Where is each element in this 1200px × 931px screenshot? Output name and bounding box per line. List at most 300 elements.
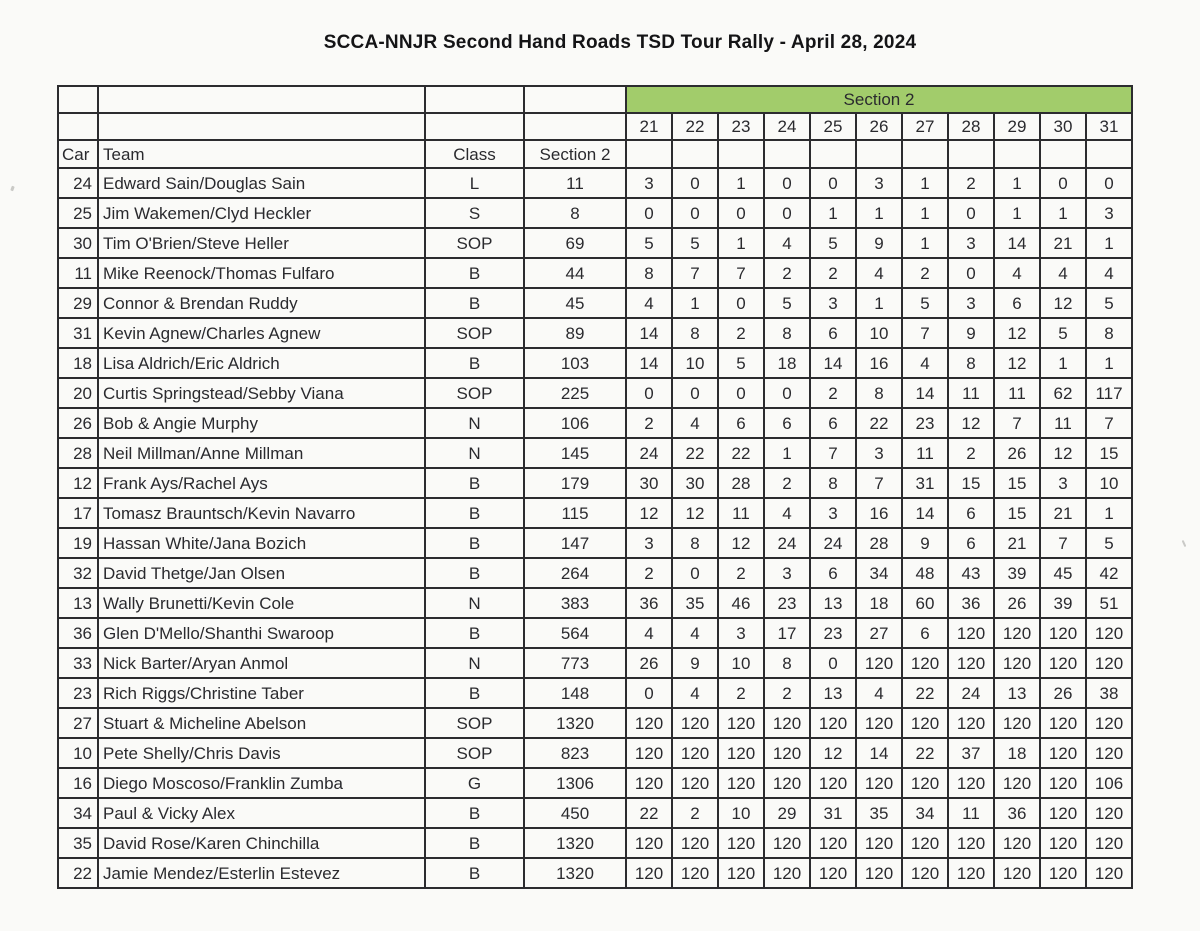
leg-score-cell: 5 (902, 288, 948, 318)
leg-score-cell: 26 (1040, 678, 1086, 708)
leg-score-cell: 7 (1040, 528, 1086, 558)
leg-score-cell: 2 (718, 318, 764, 348)
leg-score-cell: 24 (764, 528, 810, 558)
leg-score-cell: 11 (948, 798, 994, 828)
leg-column-header: 26 (856, 113, 902, 140)
leg-score-cell: 120 (672, 708, 718, 738)
leg-score-cell: 1 (1040, 198, 1086, 228)
leg-score-cell: 120 (1040, 618, 1086, 648)
team-cell: Frank Ays/Rachel Ays (98, 468, 425, 498)
leg-score-cell: 7 (672, 258, 718, 288)
leg-score-cell: 16 (856, 498, 902, 528)
leg-score-cell: 120 (902, 768, 948, 798)
leg-score-cell: 2 (948, 438, 994, 468)
leg-score-cell: 12 (1040, 438, 1086, 468)
class-cell: B (425, 618, 524, 648)
section-total-cell: 1306 (524, 768, 626, 798)
leg-score-cell: 14 (902, 378, 948, 408)
car-number-cell: 30 (58, 228, 98, 258)
leg-score-cell: 14 (902, 498, 948, 528)
leg-score-cell: 15 (994, 468, 1040, 498)
leg-score-cell: 22 (672, 438, 718, 468)
leg-score-cell: 5 (810, 228, 856, 258)
blank-cell (58, 113, 98, 140)
leg-score-cell: 16 (856, 348, 902, 378)
class-column-header: Class (425, 140, 524, 168)
leg-score-cell: 120 (1086, 828, 1132, 858)
leg-score-cell: 8 (626, 258, 672, 288)
section-total-cell: 8 (524, 198, 626, 228)
section-total-cell: 773 (524, 648, 626, 678)
car-number-cell: 19 (58, 528, 98, 558)
leg-score-cell: 1 (856, 198, 902, 228)
leg-score-cell: 24 (626, 438, 672, 468)
leg-score-cell: 120 (856, 648, 902, 678)
leg-score-cell: 35 (856, 798, 902, 828)
leg-score-cell: 9 (672, 648, 718, 678)
leg-column-header: 31 (1086, 113, 1132, 140)
leg-score-cell: 120 (948, 858, 994, 888)
car-number-cell: 31 (58, 318, 98, 348)
class-cell: B (425, 528, 524, 558)
team-cell: David Rose/Karen Chinchilla (98, 828, 425, 858)
class-cell: SOP (425, 318, 524, 348)
leg-score-cell: 120 (718, 738, 764, 768)
class-cell: SOP (425, 228, 524, 258)
leg-score-cell: 12 (718, 528, 764, 558)
section-total-cell: 89 (524, 318, 626, 348)
leg-score-cell: 48 (902, 558, 948, 588)
leg-score-cell: 21 (1040, 228, 1086, 258)
leg-score-cell: 0 (672, 558, 718, 588)
team-cell: Tomasz Brauntsch/Kevin Navarro (98, 498, 425, 528)
leg-score-cell: 120 (810, 828, 856, 858)
leg-score-cell: 120 (994, 708, 1040, 738)
leg-score-cell: 29 (764, 798, 810, 828)
leg-column-header: 24 (764, 113, 810, 140)
leg-score-cell: 7 (994, 408, 1040, 438)
leg-score-cell: 9 (902, 528, 948, 558)
car-number-cell: 36 (58, 618, 98, 648)
leg-score-cell: 120 (994, 828, 1040, 858)
leg-score-cell: 24 (810, 528, 856, 558)
leg-score-cell: 35 (672, 588, 718, 618)
leg-score-cell: 10 (672, 348, 718, 378)
class-cell: SOP (425, 378, 524, 408)
leg-score-cell: 0 (672, 378, 718, 408)
leg-score-cell: 120 (672, 738, 718, 768)
team-cell: David Thetge/Jan Olsen (98, 558, 425, 588)
section-total-cell: 179 (524, 468, 626, 498)
class-cell: G (425, 768, 524, 798)
leg-score-cell: 117 (1086, 378, 1132, 408)
leg-score-cell: 21 (1040, 498, 1086, 528)
blank-cell (672, 140, 718, 168)
leg-score-cell: 39 (994, 558, 1040, 588)
table-row (58, 858, 1132, 888)
leg-score-cell: 2 (902, 258, 948, 288)
leg-score-cell: 7 (718, 258, 764, 288)
table-row (58, 768, 1132, 798)
leg-score-cell: 18 (856, 588, 902, 618)
leg-score-cell: 3 (856, 438, 902, 468)
leg-score-cell: 0 (1040, 168, 1086, 198)
table-row (58, 798, 1132, 828)
car-number-cell: 24 (58, 168, 98, 198)
table-row (58, 558, 1132, 588)
leg-score-cell: 31 (902, 468, 948, 498)
leg-score-cell: 9 (856, 228, 902, 258)
class-cell: B (425, 348, 524, 378)
leg-score-cell: 1 (718, 168, 764, 198)
leg-score-cell: 4 (672, 678, 718, 708)
car-number-cell: 12 (58, 468, 98, 498)
class-cell: N (425, 648, 524, 678)
leg-score-cell: 62 (1040, 378, 1086, 408)
leg-score-cell: 9 (948, 318, 994, 348)
leg-score-cell: 6 (810, 558, 856, 588)
leg-score-cell: 3 (626, 528, 672, 558)
team-cell: Paul & Vicky Alex (98, 798, 425, 828)
leg-score-cell: 14 (810, 348, 856, 378)
class-cell: N (425, 408, 524, 438)
blank-cell (764, 140, 810, 168)
class-cell: B (425, 258, 524, 288)
leg-score-cell: 7 (1086, 408, 1132, 438)
leg-score-cell: 120 (672, 858, 718, 888)
blank-cell (1086, 140, 1132, 168)
leg-score-cell: 120 (902, 858, 948, 888)
table-row (58, 738, 1132, 768)
section-total-cell: 103 (524, 348, 626, 378)
leg-score-cell: 120 (718, 828, 764, 858)
class-cell: N (425, 588, 524, 618)
section-banner: Section 2 (626, 86, 1132, 113)
leg-score-cell: 10 (718, 648, 764, 678)
car-number-cell: 27 (58, 708, 98, 738)
leg-score-cell: 30 (672, 468, 718, 498)
team-cell: Kevin Agnew/Charles Agnew (98, 318, 425, 348)
leg-score-cell: 11 (718, 498, 764, 528)
leg-score-cell: 7 (856, 468, 902, 498)
leg-column-header: 22 (672, 113, 718, 140)
leg-score-cell: 2 (810, 378, 856, 408)
leg-score-cell: 120 (764, 828, 810, 858)
leg-score-cell: 1 (718, 228, 764, 258)
section-total-cell: 44 (524, 258, 626, 288)
leg-score-cell: 12 (672, 498, 718, 528)
leg-score-cell: 0 (626, 198, 672, 228)
leg-score-cell: 4 (856, 678, 902, 708)
table-row (58, 528, 1132, 558)
scan-artifact (10, 186, 15, 192)
leg-score-cell: 120 (948, 618, 994, 648)
leg-score-cell: 2 (672, 798, 718, 828)
leg-score-cell: 0 (718, 198, 764, 228)
team-cell: Curtis Springstead/Sebby Viana (98, 378, 425, 408)
leg-score-cell: 120 (718, 708, 764, 738)
leg-score-cell: 26 (994, 588, 1040, 618)
leg-score-cell: 10 (856, 318, 902, 348)
leg-score-cell: 12 (994, 318, 1040, 348)
leg-score-cell: 42 (1086, 558, 1132, 588)
leg-score-cell: 17 (764, 618, 810, 648)
leg-score-cell: 6 (994, 288, 1040, 318)
leg-score-cell: 1 (902, 228, 948, 258)
leg-column-header: 29 (994, 113, 1040, 140)
label-header-row (58, 140, 1132, 168)
section-total-cell: 115 (524, 498, 626, 528)
table-row (58, 228, 1132, 258)
section-total-cell: 45 (524, 288, 626, 318)
team-cell: Stuart & Micheline Abelson (98, 708, 425, 738)
leg-score-cell: 120 (764, 738, 810, 768)
leg-score-cell: 120 (626, 708, 672, 738)
leg-score-cell: 3 (764, 558, 810, 588)
leg-score-cell: 2 (810, 258, 856, 288)
leg-score-cell: 13 (810, 678, 856, 708)
car-number-cell: 11 (58, 258, 98, 288)
table-row (58, 678, 1132, 708)
car-number-cell: 29 (58, 288, 98, 318)
leg-score-cell: 5 (1086, 528, 1132, 558)
table-row (58, 468, 1132, 498)
leg-score-cell: 120 (626, 858, 672, 888)
leg-score-cell: 120 (856, 708, 902, 738)
leg-score-cell: 0 (626, 678, 672, 708)
team-cell: Neil Millman/Anne Millman (98, 438, 425, 468)
car-number-cell: 22 (58, 858, 98, 888)
team-cell: Tim O'Brien/Steve Heller (98, 228, 425, 258)
leg-score-cell: 8 (948, 348, 994, 378)
leg-score-cell: 8 (764, 318, 810, 348)
leg-score-cell: 8 (672, 528, 718, 558)
leg-score-cell: 120 (810, 708, 856, 738)
section-total-cell: 264 (524, 558, 626, 588)
section-total-cell: 1320 (524, 828, 626, 858)
team-cell: Glen D'Mello/Shanthi Swaroop (98, 618, 425, 648)
blank-cell (718, 140, 764, 168)
leg-score-cell: 2 (718, 678, 764, 708)
table-row (58, 198, 1132, 228)
section-total-cell: 225 (524, 378, 626, 408)
leg-score-cell: 1 (902, 168, 948, 198)
table-row (58, 408, 1132, 438)
leg-score-cell: 8 (810, 468, 856, 498)
leg-score-cell: 120 (764, 708, 810, 738)
car-number-cell: 33 (58, 648, 98, 678)
leg-score-cell: 120 (626, 738, 672, 768)
section-total-cell: 823 (524, 738, 626, 768)
leg-score-cell: 120 (810, 768, 856, 798)
blank-cell (98, 113, 425, 140)
leg-score-cell: 0 (1086, 168, 1132, 198)
leg-score-cell: 8 (672, 318, 718, 348)
leg-score-cell: 1 (764, 438, 810, 468)
leg-score-cell: 0 (672, 168, 718, 198)
leg-score-cell: 120 (902, 828, 948, 858)
leg-score-cell: 120 (948, 708, 994, 738)
leg-score-cell: 37 (948, 738, 994, 768)
leg-score-cell: 36 (626, 588, 672, 618)
class-cell: B (425, 798, 524, 828)
table-row (58, 438, 1132, 468)
team-column-header: Team (98, 140, 425, 168)
leg-score-cell: 120 (994, 768, 1040, 798)
leg-score-cell: 106 (1086, 768, 1132, 798)
car-number-cell: 35 (58, 828, 98, 858)
leg-score-cell: 3 (626, 168, 672, 198)
blank-cell (902, 140, 948, 168)
leg-score-cell: 120 (1040, 648, 1086, 678)
leg-score-cell: 22 (626, 798, 672, 828)
leg-score-cell: 0 (718, 378, 764, 408)
leg-score-cell: 6 (948, 528, 994, 558)
leg-score-cell: 120 (810, 858, 856, 888)
leg-score-cell: 120 (626, 768, 672, 798)
team-cell: Jamie Mendez/Esterlin Estevez (98, 858, 425, 888)
leg-score-cell: 4 (902, 348, 948, 378)
leg-score-cell: 18 (764, 348, 810, 378)
table-row (58, 168, 1132, 198)
scan-artifact (1182, 540, 1187, 547)
leg-score-cell: 38 (1086, 678, 1132, 708)
leg-score-cell: 4 (672, 618, 718, 648)
team-cell: Nick Barter/Aryan Anmol (98, 648, 425, 678)
leg-score-cell: 1 (856, 288, 902, 318)
leg-score-cell: 120 (1086, 618, 1132, 648)
leg-score-cell: 22 (902, 678, 948, 708)
leg-score-cell: 2 (718, 558, 764, 588)
leg-score-cell: 15 (1086, 438, 1132, 468)
class-cell: B (425, 858, 524, 888)
car-number-cell: 17 (58, 498, 98, 528)
leg-score-cell: 0 (810, 168, 856, 198)
leg-score-cell: 14 (856, 738, 902, 768)
leg-column-header: 28 (948, 113, 994, 140)
leg-score-cell: 1 (672, 288, 718, 318)
team-cell: Connor & Brendan Ruddy (98, 288, 425, 318)
leg-score-cell: 5 (1086, 288, 1132, 318)
blank-cell (1040, 140, 1086, 168)
leg-score-cell: 3 (1086, 198, 1132, 228)
team-cell: Rich Riggs/Christine Taber (98, 678, 425, 708)
leg-score-cell: 11 (948, 378, 994, 408)
leg-column-header: 23 (718, 113, 764, 140)
blank-cell (58, 86, 98, 113)
leg-score-cell: 120 (718, 858, 764, 888)
section-banner-row (58, 86, 1132, 113)
team-cell: Edward Sain/Douglas Sain (98, 168, 425, 198)
leg-score-cell: 28 (856, 528, 902, 558)
car-number-cell: 26 (58, 408, 98, 438)
table-row (58, 318, 1132, 348)
car-number-cell: 20 (58, 378, 98, 408)
team-cell: Diego Moscoso/Franklin Zumba (98, 768, 425, 798)
leg-score-cell: 120 (948, 828, 994, 858)
leg-score-cell: 2 (948, 168, 994, 198)
leg-number-header-row (58, 113, 1132, 140)
leg-score-cell: 0 (764, 168, 810, 198)
section-total-cell: 450 (524, 798, 626, 828)
team-cell: Jim Wakemen/Clyd Heckler (98, 198, 425, 228)
team-cell: Bob & Angie Murphy (98, 408, 425, 438)
leg-score-cell: 120 (1086, 708, 1132, 738)
class-cell: SOP (425, 708, 524, 738)
leg-score-cell: 6 (948, 498, 994, 528)
leg-score-cell: 26 (626, 648, 672, 678)
leg-score-cell: 6 (718, 408, 764, 438)
leg-score-cell: 120 (672, 768, 718, 798)
leg-score-cell: 0 (764, 198, 810, 228)
leg-score-cell: 34 (856, 558, 902, 588)
leg-score-cell: 11 (994, 378, 1040, 408)
leg-score-cell: 36 (994, 798, 1040, 828)
team-cell: Pete Shelly/Chris Davis (98, 738, 425, 768)
team-cell: Mike Reenock/Thomas Fulfaro (98, 258, 425, 288)
leg-score-cell: 5 (718, 348, 764, 378)
section-total-cell: 145 (524, 438, 626, 468)
leg-score-cell: 120 (626, 828, 672, 858)
leg-score-cell: 3 (948, 228, 994, 258)
leg-score-cell: 12 (948, 408, 994, 438)
leg-score-cell: 15 (948, 468, 994, 498)
table-row (58, 708, 1132, 738)
leg-score-cell: 3 (718, 618, 764, 648)
leg-score-cell: 120 (856, 768, 902, 798)
leg-score-cell: 1 (902, 198, 948, 228)
leg-score-cell: 23 (902, 408, 948, 438)
section-total-cell: 383 (524, 588, 626, 618)
leg-score-cell: 28 (718, 468, 764, 498)
class-cell: B (425, 558, 524, 588)
section-total-cell: 564 (524, 618, 626, 648)
leg-score-cell: 6 (764, 408, 810, 438)
leg-score-cell: 0 (764, 378, 810, 408)
section-total-cell: 148 (524, 678, 626, 708)
leg-score-cell: 120 (994, 648, 1040, 678)
leg-score-cell: 120 (1040, 798, 1086, 828)
leg-column-header: 21 (626, 113, 672, 140)
leg-score-cell: 120 (1040, 738, 1086, 768)
car-number-cell: 23 (58, 678, 98, 708)
leg-score-cell: 1 (1086, 228, 1132, 258)
leg-score-cell: 8 (1086, 318, 1132, 348)
leg-score-cell: 4 (626, 618, 672, 648)
leg-score-cell: 34 (902, 798, 948, 828)
leg-score-cell: 2 (764, 258, 810, 288)
leg-score-cell: 1 (994, 168, 1040, 198)
table-row (58, 348, 1132, 378)
class-cell: B (425, 498, 524, 528)
leg-score-cell: 22 (856, 408, 902, 438)
class-cell: SOP (425, 738, 524, 768)
leg-score-cell: 51 (1086, 588, 1132, 618)
leg-score-cell: 120 (948, 768, 994, 798)
leg-score-cell: 12 (994, 348, 1040, 378)
leg-score-cell: 120 (902, 648, 948, 678)
leg-score-cell: 120 (856, 858, 902, 888)
leg-score-cell: 120 (1086, 798, 1132, 828)
leg-score-cell: 120 (1040, 768, 1086, 798)
leg-score-cell: 14 (626, 318, 672, 348)
leg-score-cell: 4 (764, 498, 810, 528)
car-number-cell: 18 (58, 348, 98, 378)
leg-score-cell: 120 (672, 828, 718, 858)
blank-cell (98, 86, 425, 113)
leg-score-cell: 0 (718, 288, 764, 318)
leg-score-cell: 2 (764, 678, 810, 708)
